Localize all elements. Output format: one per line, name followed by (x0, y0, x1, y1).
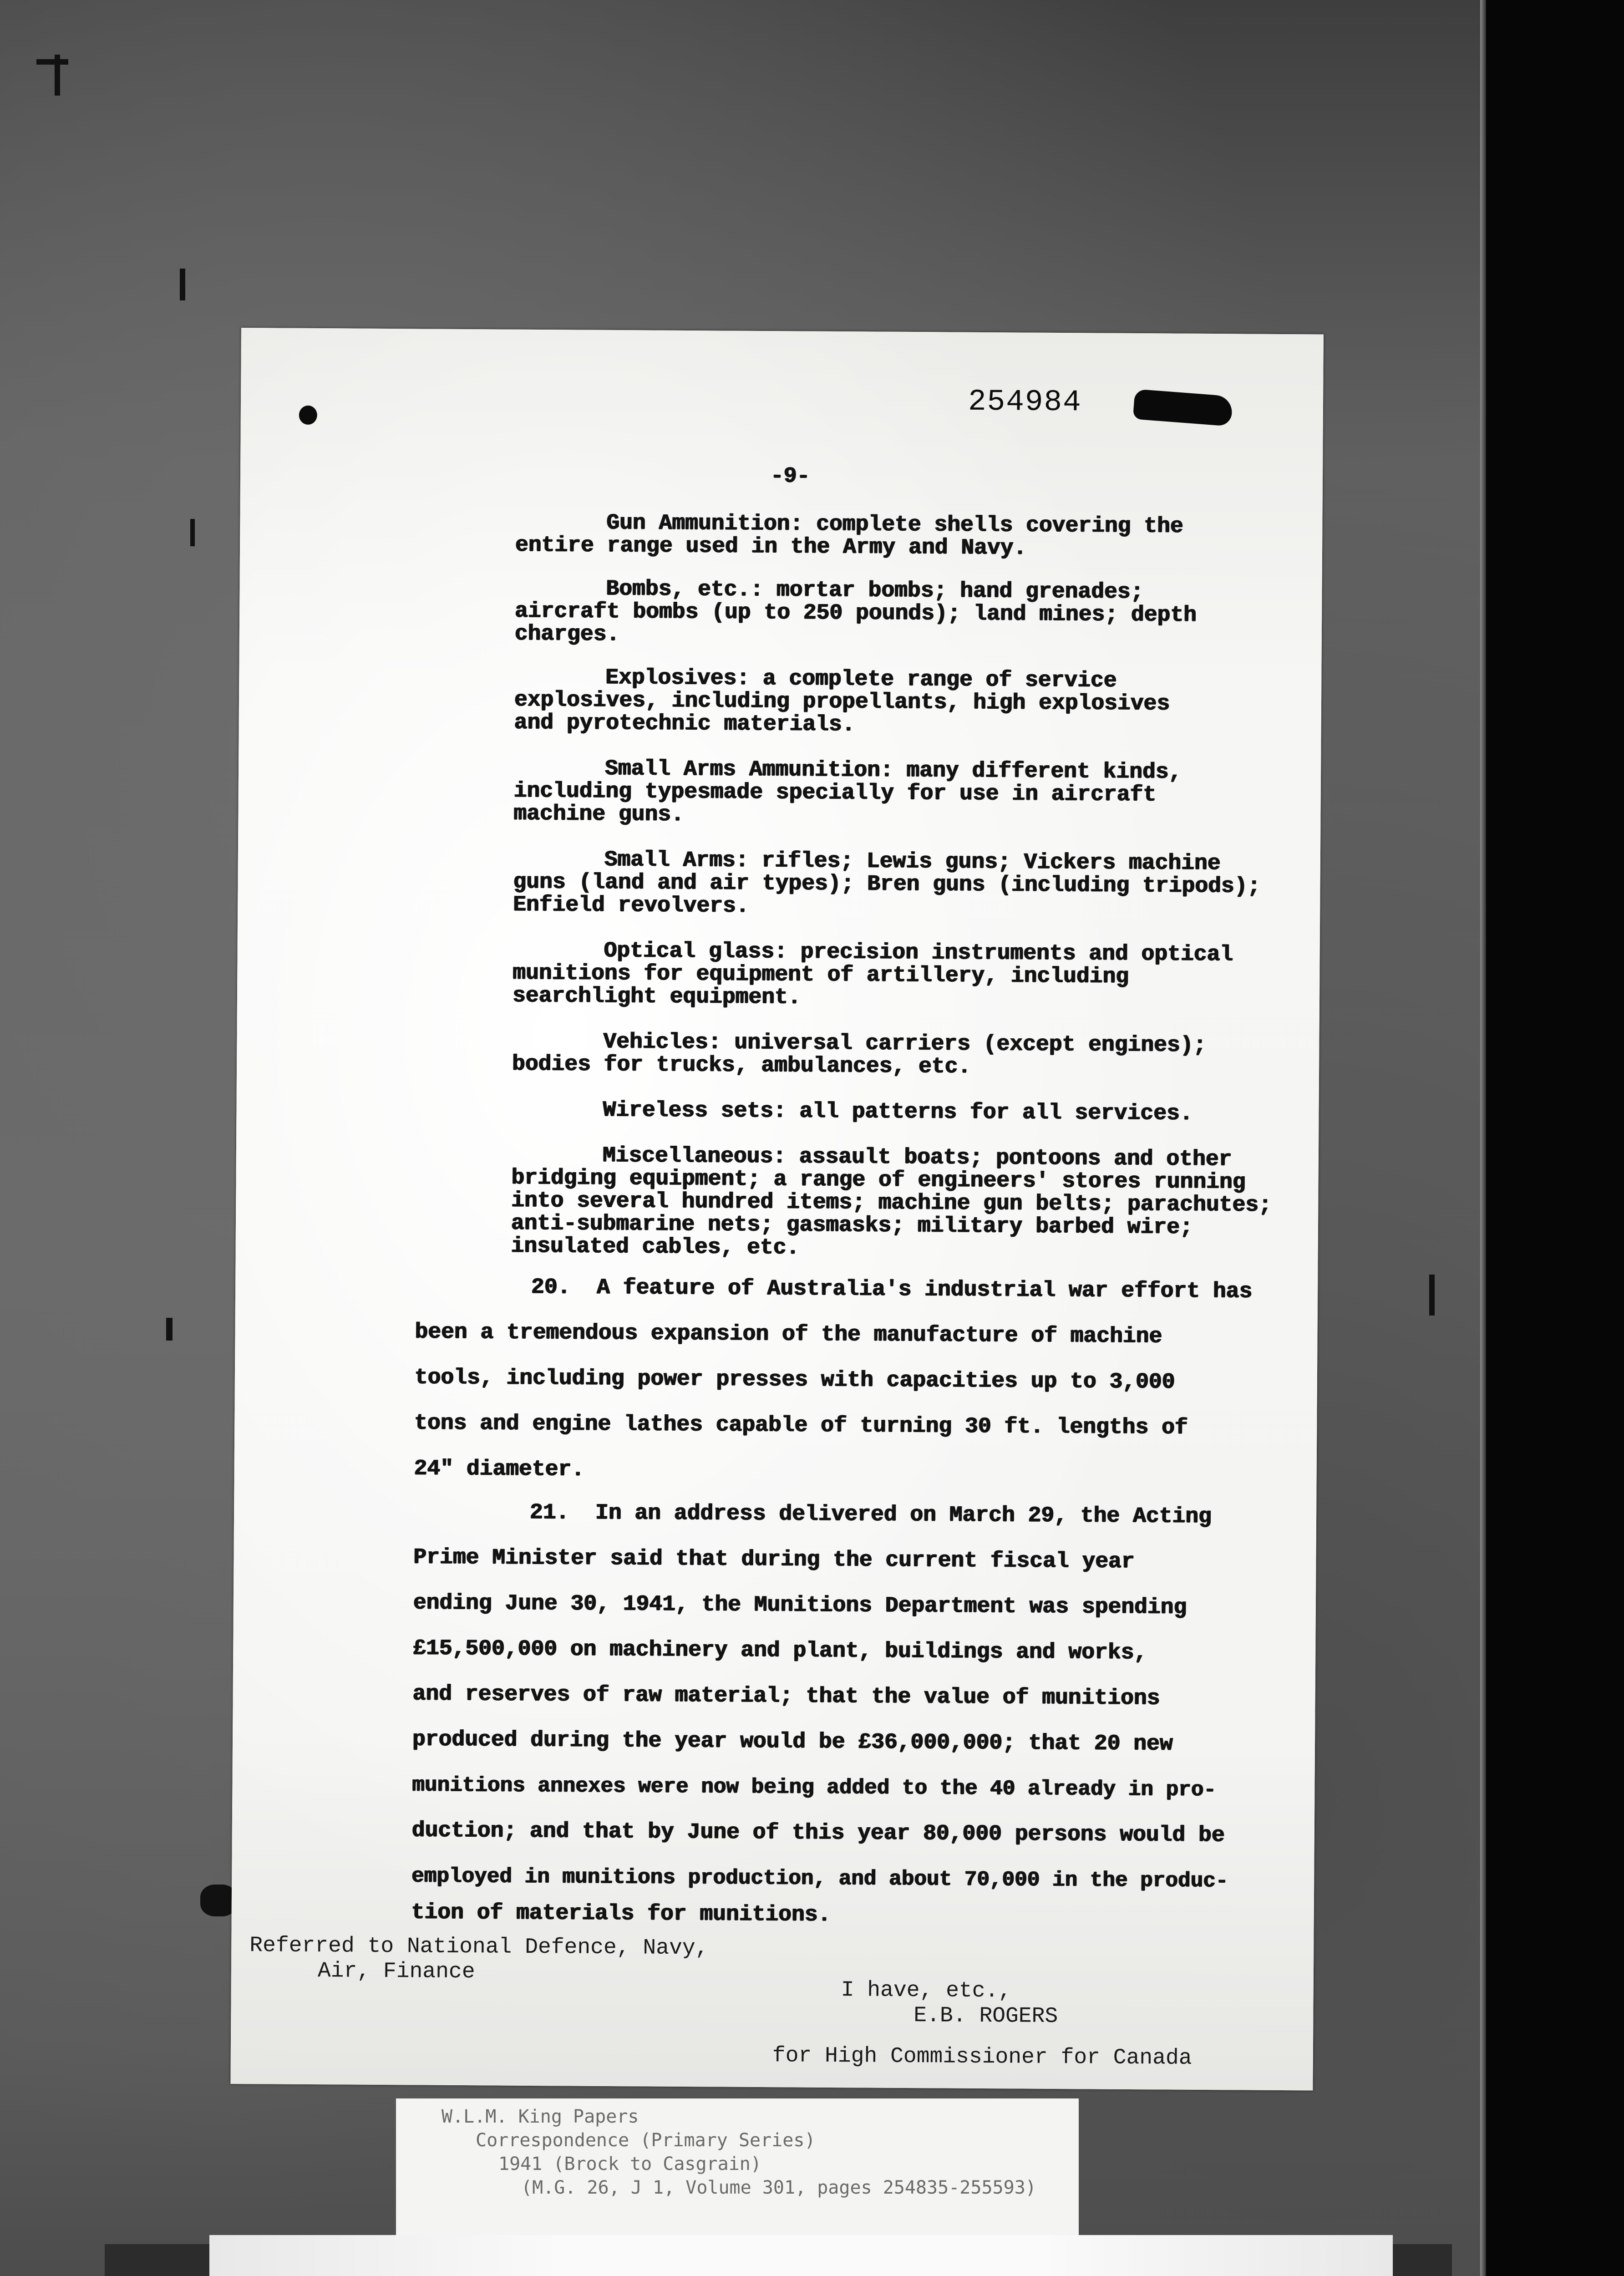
body-line: Vehicles: universal carriers (except engines); (603, 1029, 1207, 1058)
body-line: insulated cables, etc. (511, 1234, 800, 1260)
paragraph-21-line: duction; and that by June of this year 80,000 persons would be (411, 1818, 1225, 1848)
body-line: and pyrotechnic materials. (514, 710, 855, 737)
page-number: 254984 (968, 384, 1082, 420)
body-line: explosives, including propellants, high explosives (514, 687, 1170, 716)
reference-line: Correspondence (Primary Series) (476, 2130, 816, 2151)
board-mark (1429, 1275, 1435, 1316)
body-line: Optical glass: precision instruments and optical (604, 938, 1233, 967)
redaction-blot (1133, 389, 1233, 427)
body-line: charges. (514, 621, 620, 647)
body-line: anti-submarine nets; gasmasks; military barbed wire; (511, 1211, 1193, 1240)
reference-line: 1941 (Brock to Casgrain) (498, 2154, 761, 2174)
body-line: munitions for equipment of artillery, including (513, 960, 1129, 989)
paragraph-21-line: Prime Minister said that during the current fiscal year (413, 1545, 1135, 1575)
right-dark-margin (1486, 0, 1624, 2276)
paragraph-20-line: 20. A feature of Australia's industrial war effort has (531, 1275, 1253, 1304)
body-line: machine guns. (513, 801, 685, 827)
board-mark (36, 59, 68, 65)
page-marker: -9- (770, 464, 810, 489)
board-mark (190, 519, 195, 546)
body-line: Gun Ammunition: complete shells covering the (606, 510, 1183, 539)
paragraph-21-line: employed in munitions production, and about 70,000 in the produc- (411, 1864, 1228, 1893)
board-mark (166, 1318, 173, 1341)
paragraph-20-line: 24" diameter. (414, 1456, 585, 1482)
body-line: including typesmade specially for use in aircraft (513, 778, 1157, 808)
body-line: entire range used in the Army and Navy. (515, 533, 1027, 561)
body-line: Miscellaneous: assault boats; pontoons and other (602, 1143, 1232, 1172)
paragraph-20-line: been a tremendous expansion of the manufacture of machine (415, 1320, 1162, 1349)
signature-name: E.B. ROGERS (914, 2003, 1058, 2029)
punch-hole (299, 406, 317, 425)
body-line: Wireless sets: all patterns for all services. (603, 1097, 1193, 1126)
archives-banner (209, 2235, 1393, 2276)
paragraph-21-line: munitions annexes were now being added to the 40 already in pro- (412, 1773, 1217, 1802)
closing-line: I have, etc., (841, 1978, 1012, 2004)
body-line: Small Arms: rifles; Lewis guns; Vickers machine (604, 847, 1221, 876)
paragraph-21-line: ending June 30, 1941, the Munitions Department was spending (413, 1590, 1187, 1620)
body-line: bridging equipment; a range of engineers' stores running (511, 1165, 1246, 1195)
body-line: searchlight equipment. (512, 983, 801, 1010)
paragraph-20-line: tons and engine lathes capable of turning 30 ft. lengths of (414, 1411, 1188, 1440)
referral-line: Referred to National Defence, Navy, (249, 1933, 709, 1961)
body-line: Enfield revolvers. (513, 892, 749, 919)
paragraph-20-line: tools, including power presses with capacities up to 3,000 (414, 1365, 1175, 1395)
body-line: guns (land and air types); Bren guns (including tripods); (513, 869, 1261, 899)
document-sheet (230, 328, 1324, 2090)
paragraph-21-line: 21. In an address delivered on March 29, the Acting (529, 1500, 1212, 1529)
paragraph-21-line: £15,500,000 on machinery and plant, buildings and works, (413, 1636, 1147, 1666)
board-mark (180, 269, 185, 300)
reference-card (396, 2098, 1079, 2235)
body-line: bodies for trucks, ambulances, etc. (512, 1052, 971, 1079)
board-mark (55, 55, 60, 96)
body-line: into several hundred items; machine gun belts; parachutes; (511, 1188, 1272, 1218)
reference-line: W.L.M. King Papers (442, 2106, 639, 2127)
paragraph-21-line: and reserves of raw material; that the value of munitions (412, 1682, 1160, 1711)
paragraph-21-line: produced during the year would be £36,000,000; that 20 new (412, 1727, 1173, 1757)
body-line: Small Arms Ammunition: many different kinds, (604, 756, 1182, 785)
referral-line: Air, Finance (317, 1959, 475, 1985)
signature-title: for High Commissioner for Canada (772, 2043, 1192, 2071)
body-line: Explosives: a complete range of service (605, 665, 1117, 693)
body-line: aircraft bombs (up to 250 pounds); land mines; depth (515, 599, 1197, 628)
body-line: Bombs, etc.: mortar bombs; hand grenades; (606, 576, 1144, 605)
reference-line: (M.G. 26, J 1, Volume 301, pages 254835-255593) (521, 2177, 1036, 2198)
paragraph-21-line: tion of materials for munitions. (411, 1900, 831, 1927)
